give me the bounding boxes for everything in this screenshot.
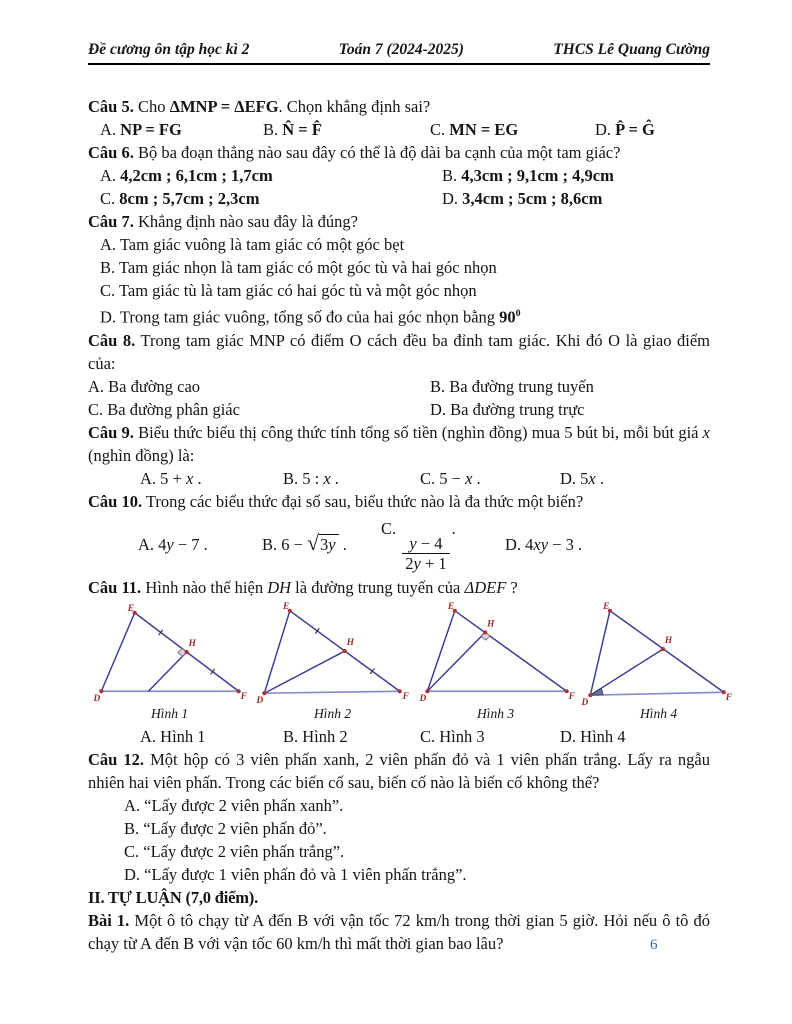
edge-df xyxy=(590,692,723,695)
question-12-options xyxy=(88,794,710,886)
vertex-label-h: H xyxy=(346,637,354,648)
vertex-dot-f xyxy=(397,689,401,693)
section-title: II. TỰ LUẬN (7,0 điểm). xyxy=(88,887,259,907)
triangle-figure-1 xyxy=(90,601,250,705)
vertex-label-d: D xyxy=(255,695,263,705)
sqrt-radical-sign: √ xyxy=(307,531,320,555)
vertex-label-f: F xyxy=(568,691,575,702)
q9-option-b: B. 5 : x . xyxy=(283,468,339,488)
q10-option-a: A. 4y − 7 . xyxy=(138,535,208,554)
vertex-label-e: E xyxy=(127,603,134,614)
vertex-label-h: H xyxy=(188,638,196,649)
q10-option-c: C. $\frac{y - 4}{2y + 1}$ . xyxy=(381,518,456,573)
question-7-options xyxy=(88,233,710,329)
question-7-stem: Câu 7. Khẳng định nào sau đây là đúng? xyxy=(88,212,358,231)
triangle-figure-2 xyxy=(253,601,413,705)
q7-option-a: A. Tam giác vuông là tam giác có một góc bẹt xyxy=(100,235,405,254)
q5-option-b: B. N̂ = F̂ xyxy=(263,120,322,139)
sqrt-radicand: 3y xyxy=(319,534,339,554)
fraction-denominator: 2y + 1 xyxy=(402,553,449,573)
question-8-stem: Câu 8. Trong tam giác MNP có điểm O cách đều ba đỉnh tam giác. Khi đó O là giao điểm của: xyxy=(88,330,710,373)
question-11-options xyxy=(88,725,710,748)
question-5-options xyxy=(88,118,710,141)
vertex-dot-d xyxy=(262,691,266,695)
vertex-dot-d xyxy=(588,693,592,697)
perpendicular-segment xyxy=(148,652,186,691)
question-9-stem: Câu 9. Biểu thức biểu thị công thức tính tổng số tiền (nghìn đồng) mua 5 bút bi, mỗi bút giá x (nghìn đồng) là: xyxy=(88,422,710,465)
triangle-figure-4 xyxy=(579,601,739,705)
edge-de xyxy=(264,610,290,692)
q8-option-a: A. Ba đường cao xyxy=(88,376,201,396)
vertex-dot-h xyxy=(660,647,664,651)
figure-3-caption: Hình 3 xyxy=(476,705,515,721)
edge-ef xyxy=(454,610,566,690)
fraction-numerator: y − 4 xyxy=(409,533,443,553)
figure-2-caption: Hình 2 xyxy=(313,705,352,721)
header-center: Toán 7 (2024-2025) xyxy=(338,41,464,58)
vertex-label-f: F xyxy=(402,691,409,702)
q7-option-c: C. Tam giác tù là tam giác có hai góc tù và một góc nhọn xyxy=(100,281,477,300)
vertex-label-e: E xyxy=(602,601,609,612)
q12-option-a: A. “Lấy được 2 viên phấn xanh”. xyxy=(124,795,344,815)
edge-de xyxy=(427,610,454,690)
fraction xyxy=(402,534,449,573)
q6-option-d: D. 3,4cm ; 5cm ; 8,6cm xyxy=(442,189,603,208)
altitude-segment xyxy=(427,632,485,691)
vertex-label-e: E xyxy=(447,601,454,612)
vertex-label-h: H xyxy=(486,619,494,630)
edge-de xyxy=(590,610,610,694)
q9-option-a: A. 5 + x . xyxy=(140,468,202,488)
q9-option-c: C. 5 − x . xyxy=(420,468,481,488)
figure-1-caption: Hình 1 xyxy=(150,705,189,721)
edge-de xyxy=(101,612,134,690)
vertex-label-d: D xyxy=(418,693,426,704)
vertex-label-h: H xyxy=(664,635,672,646)
edge-df xyxy=(264,691,399,693)
vertex-label-f: F xyxy=(725,692,732,703)
vertex-dot-h xyxy=(184,649,188,653)
vertex-label-d: D xyxy=(580,697,588,705)
q10-option-b: B. 6 − √3y . xyxy=(262,531,347,555)
page-number: 6 xyxy=(650,937,658,953)
figure-hinh-4 xyxy=(577,601,740,705)
figure-hinh-3 xyxy=(414,601,577,705)
q11-option-c: C. Hình 3 xyxy=(420,726,485,746)
vertex-label-d: D xyxy=(92,693,100,704)
q8-option-c: C. Ba đường phân giác xyxy=(88,399,240,419)
q5-option-a: A. NP = FG xyxy=(100,120,182,139)
question-10-stem: Câu 10. Trong các biểu thức đại số sau, biểu thức nào là đa thức một biến? xyxy=(88,491,584,511)
question-11-stem: Câu 11. Hình nào thể hiện DH là đường trung tuyến của ΔDEF ? xyxy=(88,577,518,597)
q6-option-b: B. 4,3cm ; 9,1cm ; 4,9cm xyxy=(442,166,614,185)
question-6-options xyxy=(88,164,710,210)
triangle-figure-3 xyxy=(416,601,576,705)
bai-1-stem: Bài 1. Một ô tô chạy từ A đến B với vận tốc 72 km/h trong thời gian 5 giờ. Hỏi nếu ô tô đó chạy từ A đến B với vận tốc 60 km/h thì mất thời gian bao lâu? xyxy=(88,910,710,953)
question-5-stem: Câu 5. Cho ΔMNP = ΔEFG. Chọn khẳng định sai? xyxy=(88,97,431,116)
question-8-options xyxy=(88,375,710,421)
vertex-dot-h xyxy=(483,630,487,634)
question-12-stem: Câu 12. Một hộp có 3 viên phấn xanh, 2 viên phấn đỏ và 1 viên phấn trắng. Lấy ra ngẫu nhiên hai viên phấn. Trong các biến cố sau, biến cố nào là biến cố không thể? xyxy=(88,749,710,792)
vertex-label-e: E xyxy=(282,601,289,612)
figure-hinh-2 xyxy=(251,601,414,705)
q12-option-b: B. “Lấy được 2 viên phấn đỏ”. xyxy=(124,818,327,838)
page-header xyxy=(88,40,710,65)
q7-option-b: B. Tam giác nhọn là tam giác có một góc tù và hai góc nhọn xyxy=(100,258,497,277)
median-segment xyxy=(264,651,344,693)
q7-option-d: D. Trong tam giác vuông, tổng số đo của hai góc nhọn bằng $90^0$ xyxy=(100,307,521,327)
q5-option-c: C. MN = EG xyxy=(430,120,519,139)
q8-option-b: B. Ba đường trung tuyến xyxy=(430,376,594,396)
figure-captions xyxy=(88,705,740,722)
vertex-dot-d xyxy=(99,689,103,693)
vertex-dot-h xyxy=(342,648,346,652)
q9-option-d: D. 5x . xyxy=(560,468,604,488)
q10-option-d: D. 4xy − 3 . xyxy=(505,535,583,554)
header-left: Đề cương ôn tập học kì 2 xyxy=(88,41,250,58)
question-10-options xyxy=(88,517,710,573)
q5-option-d: D. P̂ = Ĝ xyxy=(595,120,655,139)
header-right: THCS Lê Quang Cường xyxy=(553,41,710,58)
edge-ef xyxy=(609,610,723,691)
q12-option-c: C. “Lấy được 2 viên phấn trắng”. xyxy=(124,841,345,861)
question-11-figures xyxy=(88,601,740,705)
figure-4-caption: Hình 4 xyxy=(639,705,678,721)
q11-option-b: B. Hình 2 xyxy=(283,726,348,746)
q11-option-d: D. Hình 4 xyxy=(560,726,626,746)
question-6-stem: Câu 6. Bộ ba đoạn thẳng nào sau đây có thể là độ dài ba cạnh của một tam giác? xyxy=(88,143,621,162)
q6-option-c: C. 8cm ; 5,7cm ; 2,3cm xyxy=(100,189,260,208)
q8-option-d: D. Ba đường trung trực xyxy=(430,399,585,419)
vertex-label-f: F xyxy=(240,691,247,702)
q11-option-a: A. Hình 1 xyxy=(140,726,206,746)
figure-hinh-1 xyxy=(88,601,251,705)
vertex-dot-d xyxy=(425,689,429,693)
question-9-options xyxy=(88,467,710,490)
q6-option-a: A. 4,2cm ; 6,1cm ; 1,7cm xyxy=(100,166,273,185)
q12-option-d: D. “Lấy được 1 viên phấn đỏ và 1 viên phấn trắng”. xyxy=(124,864,467,884)
